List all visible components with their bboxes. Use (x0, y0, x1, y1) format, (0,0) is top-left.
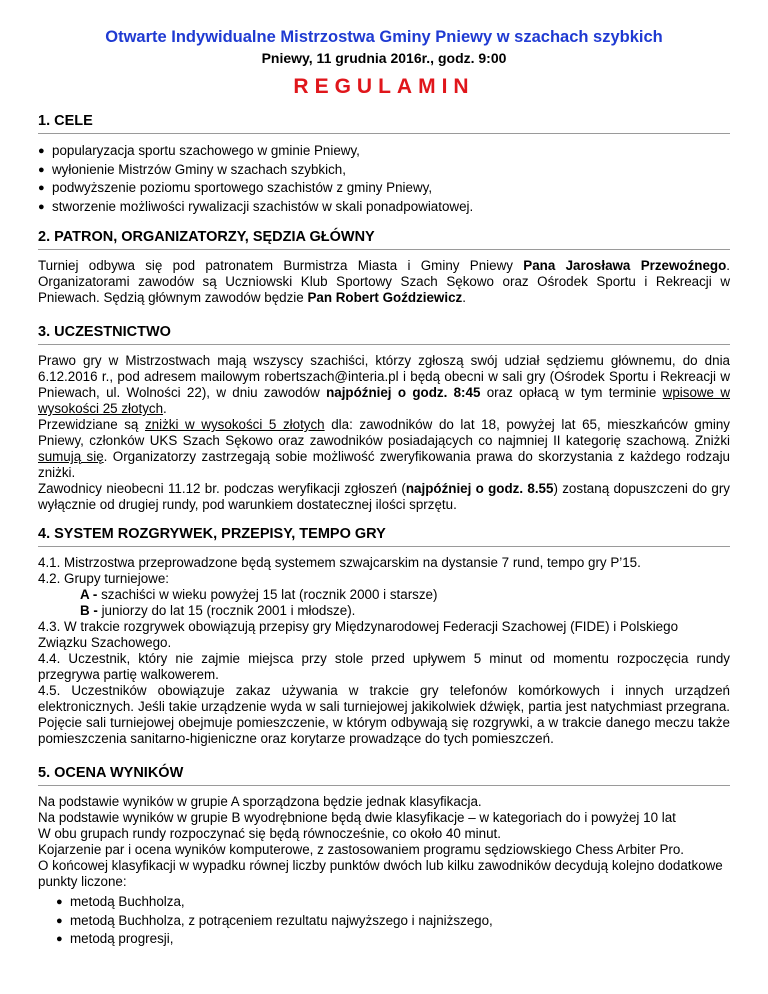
section-4-rule (38, 546, 730, 547)
rule-4-1: 4.1. Mistrzostwa przeprowadzone będą systemem szwajcarskim na dystansie 7 rund, tempo gry P’15. (38, 555, 641, 570)
section-uczestnictwo (38, 324, 730, 513)
section-system (38, 526, 730, 747)
text-run: Zawodnicy nieobecni 11.12 br. podczas weryfikacji zgłoszeń ( (38, 481, 406, 496)
section-cele (38, 113, 730, 216)
rule-4-5: 4.5. Uczestników obowiązuje zakaz używania w trakcie gry telefonów komórkowych i innych urządzeń elektronicznych. Jeśli takie urządzenie wyda w sali turniejowej jakikolwiek dźwięk, partia jest natychmiast przegrana. Pojęcie sali turniejowej obejmuje pomieszczenie, w którym odbywają się rozgrywki, a w trakcie danego meczu także pomieszczenia sanitarno-higieniczne oraz korytarze prowadzące do tych pomieszczeń. (38, 683, 730, 746)
group-a (38, 587, 730, 603)
group-b (38, 603, 730, 619)
list-item: ● popularyzacja sportu szachowego w gminie Pniewy, (38, 142, 730, 161)
deadline-text: najpóźniej o godz. 8:45 (326, 385, 481, 400)
text-run: . Organizatorami zawodów są Uczniowski Klub Sportowy Szach Sękowo oraz Ośrodek Sportu i Rekreacji w Pniewach. Sędzią głównym zawodów będzie (38, 258, 730, 305)
rule-4-3: 4.3. W trakcie rozgrywek obowiązują przepisy gry Międzynarodowej Federacji Szachowej (FIDE) i Polskiego Związku Szachowego. (38, 619, 679, 650)
rule-4-4: 4.4. Uczestnik, który nie zajmie miejsca przy stole przed upływem 5 minut od momentu rozpoczęcia rundy przegrywa partię walkowerem. (38, 651, 730, 682)
section-2-rule (38, 249, 730, 250)
verification-deadline: najpóźniej o godz. 8.55 (405, 481, 554, 496)
results-line: Kojarzenie par i ocena wyników komputerowe, z zastosowaniem programu sędziowskiego Chess Arbiter Pro. (38, 842, 685, 857)
section-patron (38, 229, 730, 306)
section-5-title: 5. OCENA WYNIKÓW (38, 765, 184, 781)
group-b-label: B - (80, 603, 102, 618)
text-run: Turniej odbywa się pod patronatem Burmistrza Miasta i Gminy Pniewy (38, 258, 524, 273)
discount-sum-text: sumują się (38, 449, 104, 464)
text-run: . (163, 401, 167, 416)
section-3-rule (38, 344, 730, 345)
section-1-rule (38, 133, 730, 134)
section-ocena (38, 765, 730, 949)
referee-name: Pan Robert Goździewicz (307, 290, 463, 305)
group-b-text: juniorzy do lat 15 (rocznik 2001 i młodsze). (101, 603, 356, 618)
patron-paragraph (38, 258, 730, 306)
list-item: ● metodą Buchholza, z potrąceniem rezultatu najwyższego i najniższego, (56, 912, 730, 931)
section-4-title: 4. SYSTEM ROZGRYWEK, PRZEPISY, TEMPO GRY (38, 526, 386, 542)
tiebreak-list (38, 893, 730, 949)
text-run: Prawo gry w Mistrzostwach mają wszyscy szachiści, którzy zgłoszą swój udział sędziemu głównemu, do dnia 6.12.2016 r., pod adresem mailowym robertszach@interia.pl i będą obecni w sali gry (Ośrodek Sportu i Rekreacji w Pniewach, ul. Wolności 22), w dniu zawodów (38, 353, 730, 400)
document-title: Otwarte Indywidualne Mistrzostwa Gminy Pniewy w szachach szybkich (105, 28, 663, 46)
list-item: ● stworzenie możliwości rywalizacji szachistów w skali ponadpowiatowej. (38, 198, 730, 217)
text-run: ) zostaną dopuszczeni do gry wyłącznie od drugiej rundy, pod warunkiem dostatecznej ilości sprzętu. (38, 481, 731, 512)
results-line: O końcowej klasyfikacji w wypadku równej liczby punktów dwóch lub kilku zawodników decydują kolejno dodatkowe punkty liczone: (38, 858, 723, 889)
results-line: Na podstawie wyników w grupie B wyodrębnione będą dwie klasyfikacje – w kategoriach do i powyżej 10 lat (38, 810, 676, 825)
section-5-rule (38, 785, 730, 786)
patron-name: Pana Jarosława Przewoźnego (523, 258, 727, 273)
text-run: . Organizatorzy zastrzegają sobie możliwość zweryfikowania prawa do skorzystania z każdego rodzaju zniżki. (38, 449, 730, 480)
section-3-title: 3. UCZESTNICTWO (38, 324, 171, 340)
participation-paragraph-1 (38, 353, 730, 417)
regulamin-heading: REGULAMIN (293, 75, 475, 98)
goals-list (38, 142, 730, 216)
participation-paragraph-2 (38, 417, 730, 481)
list-item: ● wyłonienie Mistrzów Gminy w szachach szybkich, (38, 161, 730, 180)
list-item: ● metodą Buchholza, (56, 893, 730, 912)
section-2-title: 2. PATRON, ORGANIZATORZY, SĘDZIA GŁÓWNY (38, 229, 375, 245)
text-run: oraz opłacą w tym terminie (480, 385, 663, 400)
section-1-title: 1. CELE (38, 113, 93, 129)
document-subtitle: Pniewy, 11 grudnia 2016r., godz. 9:00 (261, 50, 507, 66)
list-item: ● metodą progresji, (56, 930, 730, 949)
results-line: W obu grupach rundy rozpoczynać się będą równocześnie, co około 40 minut. (38, 826, 501, 841)
group-a-label: A - (80, 587, 102, 602)
participation-paragraph-3 (38, 481, 730, 513)
text-run: Przewidziane są (38, 417, 145, 432)
results-line: Na podstawie wyników w grupie A sporządzona będzie jednak klasyfikacja. (38, 794, 482, 809)
rule-4-2: 4.2. Grupy turniejowe: (38, 571, 169, 586)
discount-text: zniżki w wysokości 5 złotych (144, 417, 325, 432)
list-item: ● podwyższenie poziomu sportowego szachistów z gminy Pniewy, (38, 179, 730, 198)
text-run: dla: zawodników do lat 18, powyżej lat 65, mieszkańców gminy Pniewy, członków UKS Szach Sękowo oraz zawodników posiadających co najmniej II kategorię szachową. Zniżki (38, 417, 730, 448)
entry-fee-text: wpisowe w wysokości 25 złotych (38, 385, 730, 416)
group-a-text: szachiści w wieku powyżej 15 lat (rocznik 2000 i starsze) (101, 587, 438, 602)
text-run: . (462, 290, 466, 305)
